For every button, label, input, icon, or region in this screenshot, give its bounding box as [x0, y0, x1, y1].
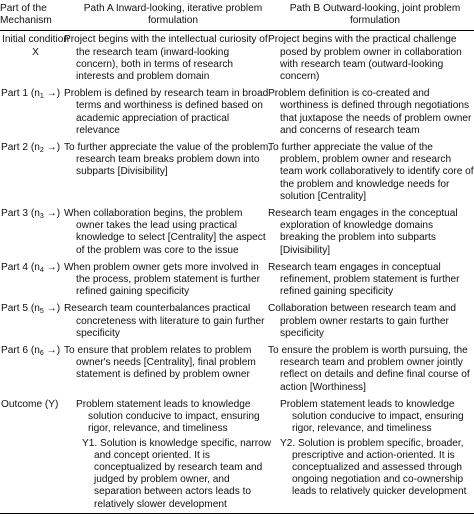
table-header-row	[0, 0, 474, 31]
row-label: Part 5 ($n_5$ →)	[1, 303, 61, 316]
path-a-cell: To further appreciate the value of the problem, research team breaks problem down into subparts [Divisibility]	[64, 142, 272, 178]
path-b-cell: Collaboration between research team and problem owner restarts to gain further specificity	[268, 303, 456, 339]
path-a-cell: Project begins with the intellectual curiosity of the research team (inward-looking concern), both in terms of research interests and problem domain	[64, 34, 268, 83]
path-b-cell	[276, 396, 474, 513]
outcome-a-statement: Problem statement leads to knowledge solution conducive to impact, ensuring rigor, relevance, and timeliness	[76, 398, 260, 435]
path-a-cell: When collaboration begins, the problem owner takes the lead using practical knowledge to select [Centrality] the aspect of the problem was core to the issue	[64, 208, 266, 256]
path-b-cell: To ensure the problem is worth pursuing, the research team and problem owner jointly reflect on details and define final course of action [Worthiness]	[268, 345, 470, 393]
outcome-b-statement: Problem statement leads to knowledge solution conducive to impact, ensuring rigor, relevance, and timeliness	[280, 398, 464, 435]
path-a-cell: When problem owner gets more involved in the process, problem statement is further refined gaining specificity	[64, 261, 261, 298]
header-path-b: Path B Outward-looking, joint problem formulation	[289, 3, 461, 27]
row-label: Initial condition X	[2, 34, 69, 58]
path-b-cell: Project begins with the practical challenge posed by problem owner in collaboration with research team (outward-looking concern)	[268, 34, 462, 83]
outcome-a-solution: Y1. Solution is knowledge specific, narrow and concept oriented. It is conceptualized by research team and judged by problem owner, and separation between actors leads to relatively slower development	[82, 437, 272, 510]
table-row	[0, 259, 474, 301]
row-label: Part 3 ($n_3$ →)	[1, 208, 61, 221]
path-a-cell: Problem is defined by research team in broad terms and worthiness is defined based on academic appreciation of practical relevance	[64, 88, 269, 136]
table-row	[0, 205, 474, 259]
header-path-a: Path A Inward-looking, iterative problem formulation	[83, 3, 263, 27]
header-part: Part of the Mechanism	[0, 3, 52, 27]
row-label: Outcome (Y)	[1, 398, 59, 410]
path-b-cell: To further appreciate the value of the problem, problem owner and research team work collaboratively to identify core of the problem and knowledge needs for solution [Centrality]	[268, 142, 474, 202]
path-a-cell: To ensure that problem relates to problem owner's needs [Centrality], final problem statement is defined by problem owner	[64, 345, 256, 381]
table-row	[0, 31, 474, 85]
table-row-outcome	[0, 396, 474, 513]
row-label: Part 4 ($n_4$ →)	[1, 261, 61, 274]
path-b-cell: Problem definition is co-created and worthiness is defined through negotiations that juxtapose the needs of problem owner and concerns of research team	[268, 88, 472, 136]
table-row	[0, 300, 474, 342]
path-a-cell	[70, 396, 276, 513]
path-a-cell: Research team counterbalances practical concreteness with literature to gain further specificity	[64, 303, 265, 339]
path-b-cell: Research team engages in conceptual refinement, problem statement is further refined gaining specificity	[268, 261, 460, 298]
table-row	[0, 85, 474, 139]
outcome-b-solution: Y2. Solution is problem specific, broader, prescriptive and action-oriented. It is conceptualized and assessed through ongoing negotiation and co-ownership leads to relatively quicker development	[280, 437, 467, 498]
table-row	[0, 342, 474, 396]
row-label: Part 6 ($n_6$ →)	[1, 345, 61, 358]
path-b-cell: Research team engages in the conceptual exploration of knowledge domains breaking the problem into subparts [Divisibility]	[268, 208, 458, 256]
row-label: Part 2 ($n_2$ →)	[1, 142, 61, 155]
table-row	[0, 139, 474, 205]
row-label: Part 1 ($n_1$ →)	[1, 88, 61, 101]
